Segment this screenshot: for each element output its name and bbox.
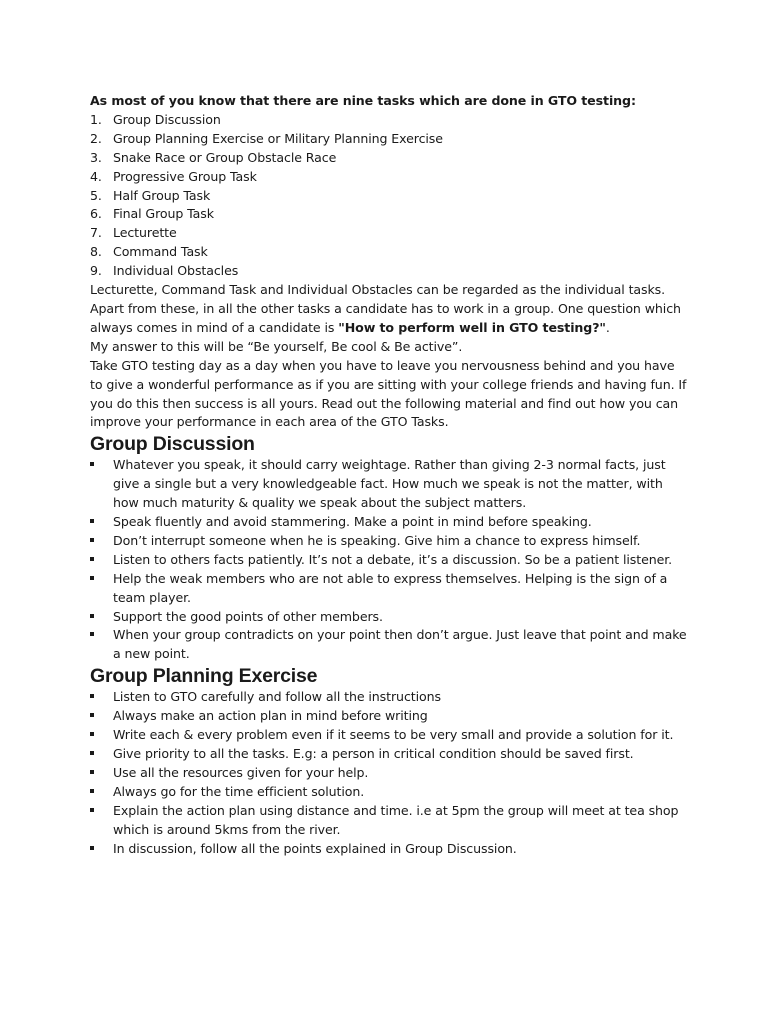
list-item: 4. Progressive Group Task xyxy=(90,168,257,184)
paragraph-gto-day: Take GTO testing day as a day when you have to leave you nervousness behind and you have to give a wonderful performance as if you are sitting with your college friends and having fun. If you do this then success is all yours. Read out the following material and find out how you can improve your performance in each area of the GTO Tasks. xyxy=(90,357,687,430)
list-item: Always make an action plan in mind before writing xyxy=(90,707,690,726)
bullet-icon xyxy=(90,846,94,850)
bullet-icon xyxy=(90,462,94,466)
list-item: 7. Lecturette xyxy=(90,225,177,241)
paragraph-individual-tasks: Lecturette, Command Task and Individual Obstacles can be regarded as the individual tasks. Apart from these, in all the other tasks a candidate has to work in a group. One question which always comes in mind of a candidate is "How to perform well in GTO testing?". xyxy=(90,282,681,335)
list-item: Always go for the time efficient solution. xyxy=(90,783,690,802)
list-item: Support the good points of other members. xyxy=(90,608,690,627)
bullet-icon xyxy=(90,808,94,812)
list-item: 9. Individual Obstacles xyxy=(90,263,239,279)
list-item: Give priority to all the tasks. E.g: a person in critical condition should be saved first. xyxy=(90,745,690,764)
bullet-icon xyxy=(90,557,94,561)
section-title-group-planning-exercise: Group Planning Exercise xyxy=(90,665,318,688)
bullet-icon xyxy=(90,538,94,542)
list-item: Whatever you speak, it should carry weightage. Rather than giving 2-3 normal facts, just give a single but a very knowledgeable fact. How much we speak is not the matter, with how much maturity & quality we speak about the subject matters. xyxy=(90,456,690,513)
document-page xyxy=(90,92,690,858)
bullet-icon xyxy=(90,576,94,580)
intro-heading: As most of you know that there are nine tasks which are done in GTO testing: xyxy=(90,93,636,108)
list-item: Listen to others facts patiently. It’s not a debate, it’s a discussion. So be a patient listener. xyxy=(90,551,690,570)
group-planning-list xyxy=(90,688,690,858)
bullet-icon xyxy=(90,614,94,618)
list-item: Help the weak members who are not able to express themselves. Helping is the sign of a team player. xyxy=(90,570,690,608)
bullet-icon xyxy=(90,789,94,793)
list-item: Speak fluently and avoid stammering. Make a point in mind before speaking. xyxy=(90,513,690,532)
list-item: Write each & every problem even if it seems to be very small and provide a solution for it. xyxy=(90,726,690,745)
list-item: Don’t interrupt someone when he is speaking. Give him a chance to express himself. xyxy=(90,532,690,551)
list-item: Listen to GTO carefully and follow all the instructions xyxy=(90,688,690,707)
bullet-icon xyxy=(90,713,94,717)
list-item: 8. Command Task xyxy=(90,244,208,260)
bullet-icon xyxy=(90,770,94,774)
bullet-icon xyxy=(90,694,94,698)
list-item: Use all the resources given for your help. xyxy=(90,764,690,783)
list-item: When your group contradicts on your point then don’t argue. Just leave that point and make a new point. xyxy=(90,626,690,664)
list-item: 6. Final Group Task xyxy=(90,206,214,222)
bullet-icon xyxy=(90,632,94,636)
list-item: In discussion, follow all the points explained in Group Discussion. xyxy=(90,840,690,859)
bullet-icon xyxy=(90,751,94,755)
list-item: Explain the action plan using distance and time. i.e at 5pm the group will meet at tea shop which is around 5kms from the river. xyxy=(90,802,690,840)
bullet-icon xyxy=(90,519,94,523)
group-discussion-list xyxy=(90,456,690,664)
list-item: 3. Snake Race or Group Obstacle Race xyxy=(90,149,337,165)
bullet-icon xyxy=(90,732,94,736)
task-list xyxy=(90,111,690,281)
list-item: 1. Group Discussion xyxy=(90,111,221,127)
list-item: 5. Half Group Task xyxy=(90,187,211,203)
list-item: 2. Group Planning Exercise or Military Planning Exercise xyxy=(90,130,443,146)
paragraph-answer: My answer to this will be “Be yourself, Be cool & Be active”. xyxy=(90,338,463,354)
section-title-group-discussion: Group Discussion xyxy=(90,433,255,456)
